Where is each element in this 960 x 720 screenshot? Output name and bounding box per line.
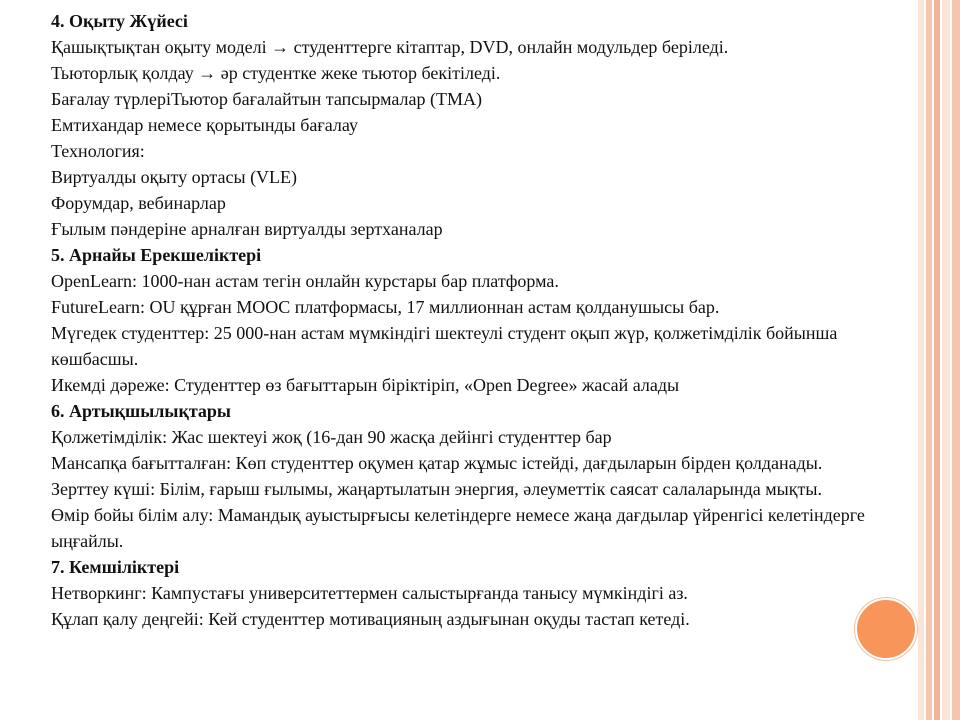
text-line: Емтихандар немесе қорытынды бағалау: [51, 115, 358, 135]
text-line: Зерттеу күші: Білім, ғарыш ғылымы, жаңартылатын энергия, әлеуметтік саясат салаларында мықты.: [51, 479, 822, 499]
stripe-3: [934, 0, 940, 720]
text-line: Мансапқа бағытталған: Көп студенттер оқумен қатар жұмыс істейді, дағдыларын бірден қолданады.: [51, 453, 823, 473]
text-line: Бағалау түрлеріТьютор бағалайтын тапсырмалар (TMA): [51, 89, 482, 109]
text-line: Ғылым пәндеріне арналған виртуалды зертханалар: [51, 219, 443, 239]
text-line: Виртуалды оқыту ортасы (VLE): [51, 167, 298, 187]
text-line: OpenLearn: 1000-нан астам тегін онлайн курстары бар платформа.: [51, 271, 559, 291]
text-line: Құлап қалу деңгейі: Кей студенттер мотивацияның аздығынан оқуды тастап кетеді.: [51, 609, 690, 629]
section-heading: 6. Артықшылықтары: [51, 401, 231, 421]
text-line: Технология:: [51, 141, 145, 161]
section-heading: 4. Оқыту Жүйесі: [51, 11, 188, 31]
section-heading: 5. Арнайы Ерекшеліктері: [51, 245, 262, 265]
text-line: Тьюторлық қолдау → әр студентке жеке тьютор бекітіледі.: [51, 63, 501, 83]
text-line: Қолжетімділік: Жас шектеуі жоқ (16-дан 90 жасқа дейінгі студенттер бар: [51, 427, 612, 447]
text-line: Мүгедек студенттер: 25 000-нан астам мүмкіндігі шектеулі студент оқып жүр, қолжетімділік бойынша көшбасшы.: [51, 323, 838, 369]
slide-body: [51, 8, 911, 632]
text-line: FutureLearn: OU құрған MOOC платформасы, 17 миллионнан астам қолданушысы бар.: [51, 297, 720, 317]
stripe-5: [952, 0, 960, 720]
decorative-stripes: [918, 0, 960, 720]
text-line: Қашықтықтан оқыту моделі → студенттерге кітаптар, DVD, онлайн модульдер беріледі.: [51, 37, 729, 57]
text-line: Форумдар, вебинарлар: [51, 193, 226, 213]
text-line: Нетворкинг: Кампустағы университеттермен салыстырғанда танысу мүмкіндігі аз.: [51, 583, 688, 603]
stripe-2: [926, 0, 932, 720]
stripe-4: [942, 0, 950, 720]
text-line: Өмір бойы білім алу: Мамандық ауыстырғысы келетіндерге немесе жаңа дағдылар үйренгісі келетіндерге ыңғайлы.: [51, 505, 865, 551]
text-line: Икемді дәреже: Студенттер өз бағыттарын біріктіріп, «Open Degree» жасай алады: [51, 375, 680, 395]
stripe-1: [918, 0, 924, 720]
decorative-circle: [855, 598, 917, 660]
section-heading: 7. Кемшіліктері: [51, 557, 180, 577]
